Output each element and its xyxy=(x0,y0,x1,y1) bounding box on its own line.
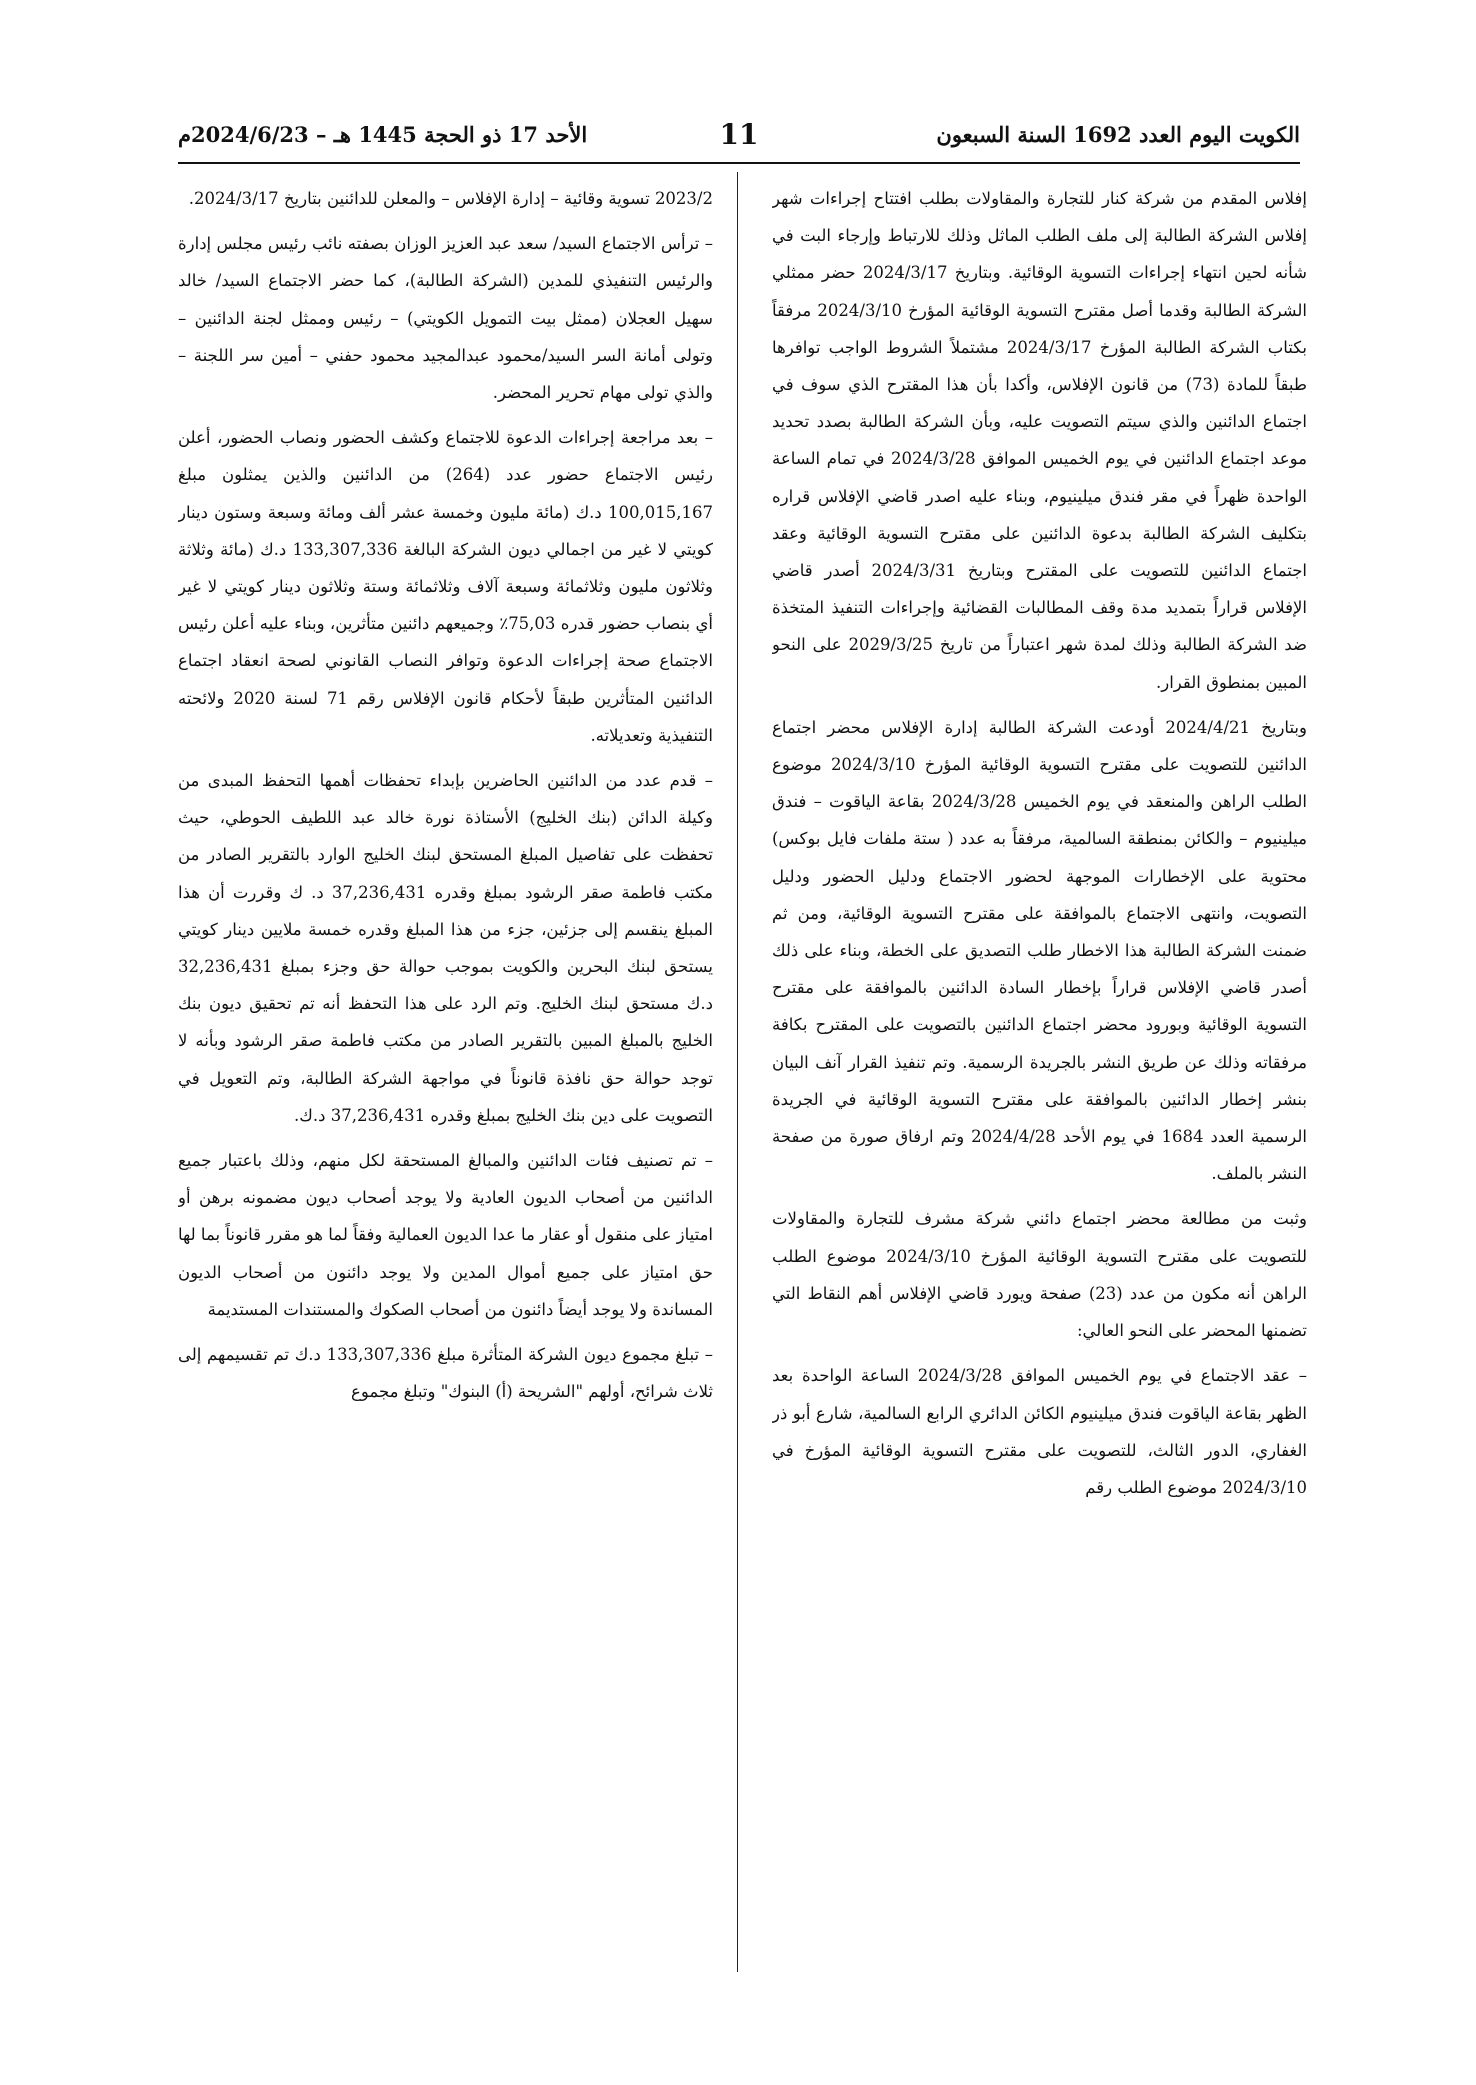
header-divider xyxy=(178,162,1300,164)
column-divider xyxy=(737,172,738,1972)
paragraph: 2023/2 تسوية وقائية – إدارة الإفلاس – والمعلن للدائنين بتاريخ 2024/3/17. xyxy=(188,189,713,208)
issue-date: الأحد 17 ذو الحجة 1445 هـ – 2024/6/23م xyxy=(178,122,588,147)
page-header xyxy=(178,118,1300,168)
paragraph: – عقد الاجتماع في يوم الخميس الموافق 2024/3/28 الساعة الواحدة بعد الظهر بقاعة الياقوت فندق ميلينيوم الكائن الدائري الرابع السالمية، شارع أبو ذر الغفاري، الدور الثالث، للتصويت على مقترح التسوية الوقائية المؤرخ في 2024/3/10 موضوع الطلب رقم xyxy=(772,1366,1307,1497)
publication-info: الكويت اليوم العدد 1692 السنة السبعون xyxy=(936,122,1300,147)
paragraph: – ترأس الاجتماع السيد/ سعد عبد العزيز الوزان بصفته نائب رئيس مجلس إدارة والرئيس التنفيذي للمدين (الشركة الطالبة)، كما حضر الاجتماع السيد/ خالد سهيل العجلان (ممثل بيت التمويل الكويتي) – رئيس وممثل لجنة الدائنين – وتولى أمانة السر السيد/محمود عبدالمجيد محمود حفني – أمين سر اللجنة – والذي تولى مهام تحرير المحضر. xyxy=(178,234,713,403)
left-column xyxy=(178,180,713,1980)
paragraph: إفلاس المقدم من شركة كنار للتجارة والمقاولات بطلب افتتاح إجراءات شهر إفلاس الشركة الطالبة إلى ملف الطلب الماثل وذلك للارتباط وإرجاء البت في شأنه لحين انتهاء إجراءات التسوية الوقائية. وبتاريخ 2024/3/17 حضر ممثلي الشركة الطالبة وقدما أصل مقترح التسوية الوقائية المؤرخ 2024/3/10 مرفقاً بكتاب الشركة الطالبة المؤرخ 2024/3/17 مشتملاً الشروط الواجب توافرها طبقاً للمادة (73) من قانون الإفلاس، وأكدا بأن هذا المقترح الذي سوف في اجتماع الدائنين والذي سيتم التصويت عليه، وبأن الشركة الطالبة بصدد تحديد موعد اجتماع الدائنين في يوم الخميس الموافق 2024/3/28 في تمام الساعة الواحدة ظهراً في مقر فندق ميلينيوم، وبناء عليه اصدر قاضي الإفلاس قراره بتكليف الشركة الطالبة بدعوة الدائنين على مقترح التسوية الوقائية وعقد اجتماع الدائنين للتصويت على المقترح وبتاريخ 2024/3/31 أصدر قاضي الإفلاس قراراً بتمديد مدة وقف المطالبات القضائية وإجراءات التنفيذ المتخذة ضد الشركة الطالبة وذلك لمدة شهر اعتباراً من تاريخ 2029/3/25 على النحو المبين بمنطوق القرار. xyxy=(772,189,1307,692)
paragraph: وثبت من مطالعة محضر اجتماع دائني شركة مشرف للتجارة والمقاولات للتصويت على مقترح التسوية الوقائية المؤرخ 2024/3/10 موضوع الطلب الراهن أنه مكون من عدد (23) صفحة ويورد قاضي الإفلاس أهم النقاط التي تضمنها المحضر على النحو العالي: xyxy=(772,1209,1307,1341)
paragraph: – قدم عدد من الدائنين الحاضرين بإبداء تحفظات أهمها التحفظ المبدى من وكيلة الدائن (بنك الخليج) الأستاذة نورة خالد عبد اللطيف الحوطي، حيث تحفظت على تفاصيل المبلغ المستحق لبنك الخليج الوارد بالتقرير الصادر من مكتب فاطمة صقر الرشود بمبلغ وقدره 37,236,431 د. ك وقررت أن هذا المبلغ ينقسم إلى جزئين، جزء من هذا المبلغ وقدره خمسة ملايين دينار كويتي يستحق لبنك البحرين والكويت بموجب حوالة حق وجزء بمبلغ 32,236,431 د.ك مستحق لبنك الخليج. وتم الرد على هذا التحفظ أنه تم تحقيق ديون بنك الخليج بالمبلغ المبين بالتقرير الصادر من مكتب فاطمة صقر الرشود وبأنه لا توجد حوالة حق نافذة قانوناً في مواجهة الشركة الطالبة، وتم التعويل في التصويت على دين بنك الخليج بمبلغ وقدره 37,236,431 د.ك. xyxy=(178,771,713,1125)
paragraph: وبتاريخ 2024/4/21 أودعت الشركة الطالبة إدارة الإفلاس محضر اجتماع الدائنين للتصويت على مقترح التسوية الوقائية المؤرخ 2024/3/10 موضوع الطلب الراهن والمنعقد في يوم الخميس 2024/3/28 بقاعة الياقوت – فندق ميلينيوم – والكائن بمنطقة السالمية، مرفقاً به عدد ( ستة ملفات فايل بوكس) محتوية على الإخطارات الموجهة لحضور الاجتماع ودليل الحضور ودليل التصويت، وانتهى الاجتماع بالموافقة على مقترح التسوية الوقائية، ومن ثم ضمنت الشركة الطالبة هذا الاخطار طلب التصديق على الخطة، وبناء على ذلك أصدر قاضي الإفلاس قراراً بإخطار السادة الدائنين بالموافقة على مقترح التسوية الوقائية وبورود محضر اجتماع الدائنين بالتصويت على المقترح بكافة مرفقاته وذلك عن طريق النشر بالجريدة الرسمية. وتم تنفيذ القرار آنف البيان بنشر إخطار الدائنين بالموافقة على مقترح التسوية الوقائية في الجريدة الرسمية العدد 1684 في يوم الأحد 2024/4/28 وتم ارفاق صورة من صفحة النشر بالملف. xyxy=(772,717,1307,1184)
paragraph: – بعد مراجعة إجراءات الدعوة للاجتماع وكشف الحضور ونصاب الحضور، أعلن رئيس الاجتماع حضور عدد (264) من الدائنين والذين يمثلون مبلغ 100,015,167 د.ك (مائة مليون وخمسة عشر ألف ومائة وسبعة وستون دينار كويتي لا غير من اجمالي ديون الشركة البالغة 133,307,336 د.ك (مائة وثلاثة وثلاثون مليون وثلاثمائة وسبعة آلاف وثلاثمائة وستة وثلاثون دينار كويتي لا غير أي بنصاب حضور قدره 75,03٪ وجميعهم دائنين متأثرين، وبناء عليه أعلن رئيس الاجتماع صحة إجراءات الدعوة وتوافر النصاب القانوني لصحة انعقاد اجتماع الدائنين المتأثرين طبقاً لأحكام قانون الإفلاس رقم 71 لسنة 2020 ولائحته التنفيذية وتعديلاته. xyxy=(178,428,713,745)
page-number: 11 xyxy=(719,118,759,151)
paragraph: – تم تصنيف فئات الدائنين والمبالغ المستحقة لكل منهم، وذلك باعتبار جميع الدائنين من أصحاب الديون العادية ولا يوجد أصحاب ديون مضمونه برهن أو امتياز على منقول أو عقار ما عدا الديون العمالية وفقاً لما هو مقرر قانوناً بما لها حق امتياز على جميع أموال المدين ولا يوجد دائنون من أصحاب الديون المساندة ولا يوجد أيضاً دائنون من أصحاب الصكوك والمستندات المستديمة xyxy=(178,1151,713,1319)
right-column xyxy=(772,180,1307,1980)
paragraph: – تبلغ مجموع ديون الشركة المتأثرة مبلغ 133,307,336 د.ك تم تقسيمهم إلى ثلاث شرائح، أولهم "الشريحة (أ) البنوك" وتبلغ مجموع xyxy=(178,1345,713,1402)
